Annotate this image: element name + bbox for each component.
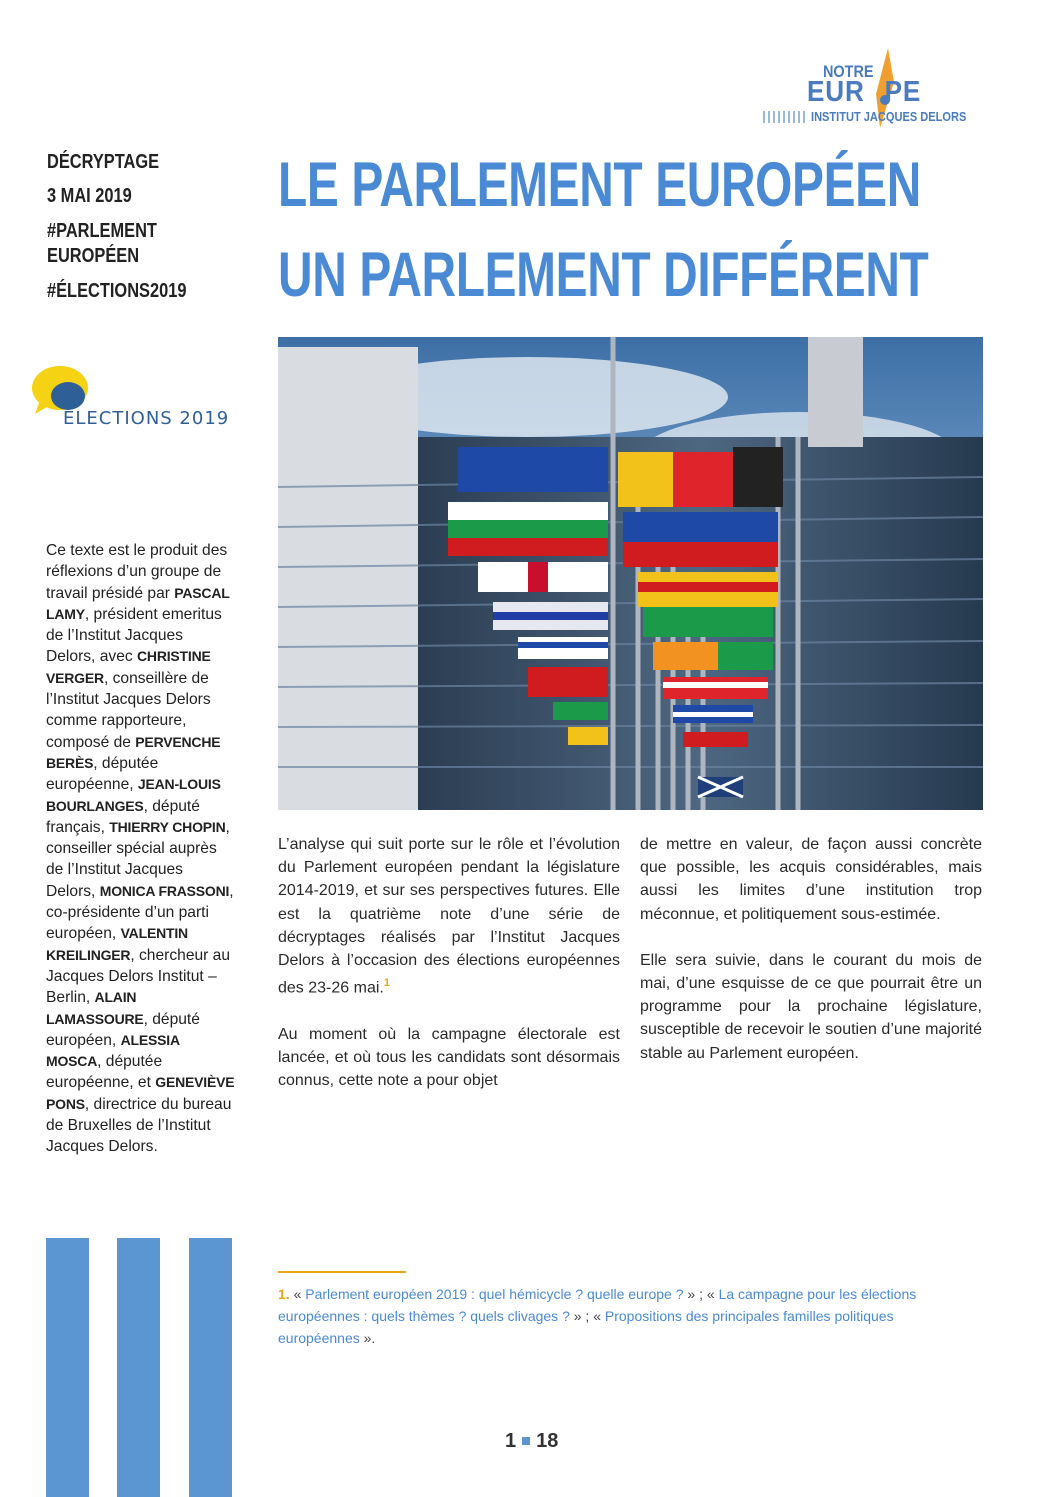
- body-paragraph-3: de mettre en valeur, de façon aussi concrète que possible, les acquis considérables, mais aussi les limites d’une institution trop méconnue, et politiquement sous-estimée.: [640, 836, 982, 923]
- body-paragraph-4: Elle sera suivie, dans le courant du mois de mai, d’une esquisse de ce que pourrait être un programme pour la prochaine législature, susceptible de recevoir le soutien d’une majorité stable au Parlement européen.: [640, 951, 982, 1062]
- contributor-name: MONICA FRASSONI: [99, 882, 230, 899]
- contributors-text-segment: , conseillère de l’Institut Jacques Delors comme rapporteure, composé de: [46, 669, 211, 751]
- tag-parlement-2: EUROPÉEN: [47, 245, 140, 267]
- contributors-text-segment: , députée européenne, et: [46, 1053, 163, 1092]
- contributor-name: VALENTIN KREILINGER: [46, 925, 188, 963]
- footnote-link-1[interactable]: Parlement européen 2019 : quel hémicycle ? quelle europe ?: [305, 1286, 684, 1302]
- tag-elections: #ÉLECTIONS2019: [47, 280, 187, 302]
- footnote-ref[interactable]: 1: [383, 977, 390, 990]
- contributors-text-segment: , députée européenne,: [46, 754, 159, 794]
- elections-2019-logo: [30, 360, 230, 440]
- contributors-text-segment: , président emeritus de l’Institut Jacques Delors, avec: [46, 605, 222, 666]
- contributor-name: THIERRY CHOPIN: [109, 818, 226, 835]
- contributor-name: CHRISTINE VERGER: [46, 648, 211, 686]
- body-paragraph-1: L’analyse qui suit porte sur le rôle et l’évolution du Parlement européen pendant la législature 2014-2019, et sur ses perspectives futures. Elle est la quatrième note d’une série de décryptages réalisés par l’Institut Jacques Delors à l’occasion des élections européennes des 23-26 mai.$^1$: [278, 836, 620, 997]
- contributor-name: ALESSIA MOSCA: [46, 1031, 180, 1070]
- contributor-name: ALAIN LAMASSOURE: [46, 989, 144, 1027]
- doc-date: 3 MAI 2019: [47, 185, 132, 207]
- speech-bubble-icon: [30, 360, 100, 415]
- contributors-text: [46, 540, 236, 1158]
- page-number: 1 18: [505, 1430, 559, 1452]
- page-title-line1: LE PARLEMENT EUROPÉEN: [278, 150, 921, 220]
- contributor-name: GENEVIÈVE PONS: [46, 1074, 235, 1112]
- contributor-name: JEAN-LOUIS BOURLANGES: [46, 776, 221, 814]
- contributors-text-segment: , co-présidente d’un parti européen,: [46, 882, 234, 943]
- parliament-flags-illustration: [278, 337, 983, 810]
- parliament-flags-photo: [278, 337, 983, 810]
- body-column-2: [640, 833, 982, 1088]
- contributors-text-segment: , chercheur au Jacques Delors Institut – Berlin,: [46, 946, 231, 1007]
- logo-institut: INSTITUT JACQUES DELORS: [811, 109, 967, 124]
- footnote-number: 1.: [278, 1286, 290, 1302]
- footnote-link-2[interactable]: La campagne pour les élections européennes : quels thèmes ? quels clivages ?: [278, 1286, 917, 1324]
- logo-europe: EUR PE: [807, 76, 922, 108]
- footnote: 1. « Parlement européen 2019 : quel hémicycle ? quelle europe ? » ; « La campagne pour les élections européennes : quels thèmes ? quels clivages ? » ; « Propositions des principales familles politiques européennes ».: [278, 1286, 917, 1346]
- page-separator: [522, 1437, 530, 1445]
- decorative-bar-3: [189, 1238, 232, 1497]
- contributor-name: PASCAL LAMY: [46, 584, 230, 622]
- contributors-text-segment: , député français,: [46, 797, 200, 836]
- page-title-line2: UN PARLEMENT DIFFÉRENT: [278, 240, 929, 310]
- elections-logo-text: ÉLECTIONS 2019: [63, 408, 230, 429]
- contributors-text-segment: , conseiller spécial auprès de l’Institut Jacques Delors,: [46, 818, 230, 900]
- body-paragraph-2: Au moment où la campagne électorale est lancée, et où tous les candidats sont désormais connus, cette note a pour objet: [278, 1025, 620, 1090]
- decorative-bar-1: [46, 1238, 89, 1497]
- logo-bars: [763, 111, 807, 123]
- tag-parlement-1: #PARLEMENT: [47, 220, 157, 242]
- contributors-text-segment: Ce texte est le produit des réflexions d’un groupe de travail présidé par: [46, 542, 228, 602]
- doc-type: DÉCRYPTAGE: [47, 151, 160, 173]
- body-column-1: [278, 833, 620, 1115]
- contributors-text-segment: , député européen,: [46, 1010, 200, 1049]
- logo-notre: NOTRE: [823, 62, 874, 81]
- notre-europe-logo: [763, 42, 988, 137]
- contributor-name: PERVENCHE BERÈS: [46, 733, 221, 771]
- footnote-divider: [278, 1271, 406, 1273]
- contributors-text-segment: , directrice du bureau de Bruxelles de l’Institut Jacques Delors.: [46, 1095, 232, 1156]
- footnote-link-3[interactable]: Propositions des principales familles politiques européennes: [278, 1308, 894, 1346]
- decorative-bar-2: [117, 1238, 160, 1497]
